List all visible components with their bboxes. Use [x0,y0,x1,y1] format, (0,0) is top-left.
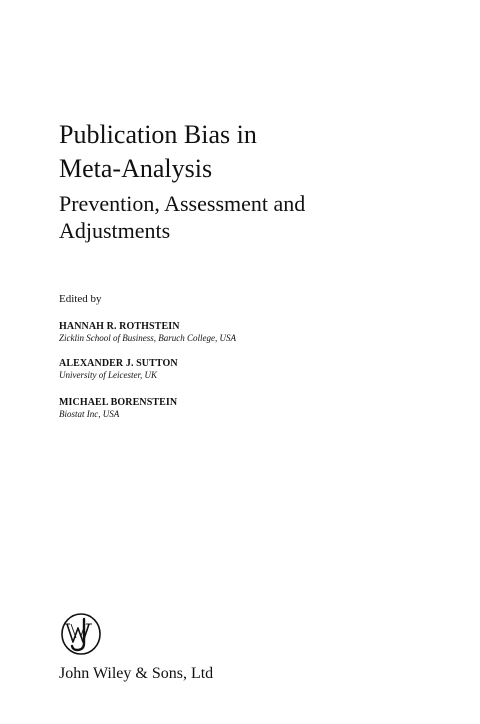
editor-entry [59,397,459,420]
book-subtitle-line-2: Adjustments [59,218,171,243]
editor-affiliation: Biostat Inc, USA [59,409,120,419]
book-subtitle-line-1: Prevention, Assessment and [59,191,306,216]
editor-affiliation: Zicklin School of Business, Baruch College, USA [59,333,236,343]
editor-entry [59,358,459,381]
editor-name: MICHAEL BORENSTEIN [59,397,178,408]
wiley-logo-icon [59,610,103,658]
edited-by-label: Edited by [59,293,102,305]
editor-affiliation: University of Leicester, UK [59,370,157,380]
editor-name: HANNAH R. ROTHSTEIN [59,321,180,332]
title-block [59,118,459,244]
publisher-name: John Wiley & Sons, Ltd [59,665,214,682]
editor-name: ALEXANDER J. SUTTON [59,358,178,369]
book-title-line-2: Meta-Analysis [59,154,213,183]
editor-entry [59,321,459,344]
book-title-line-1: Publication Bias in [59,120,257,149]
